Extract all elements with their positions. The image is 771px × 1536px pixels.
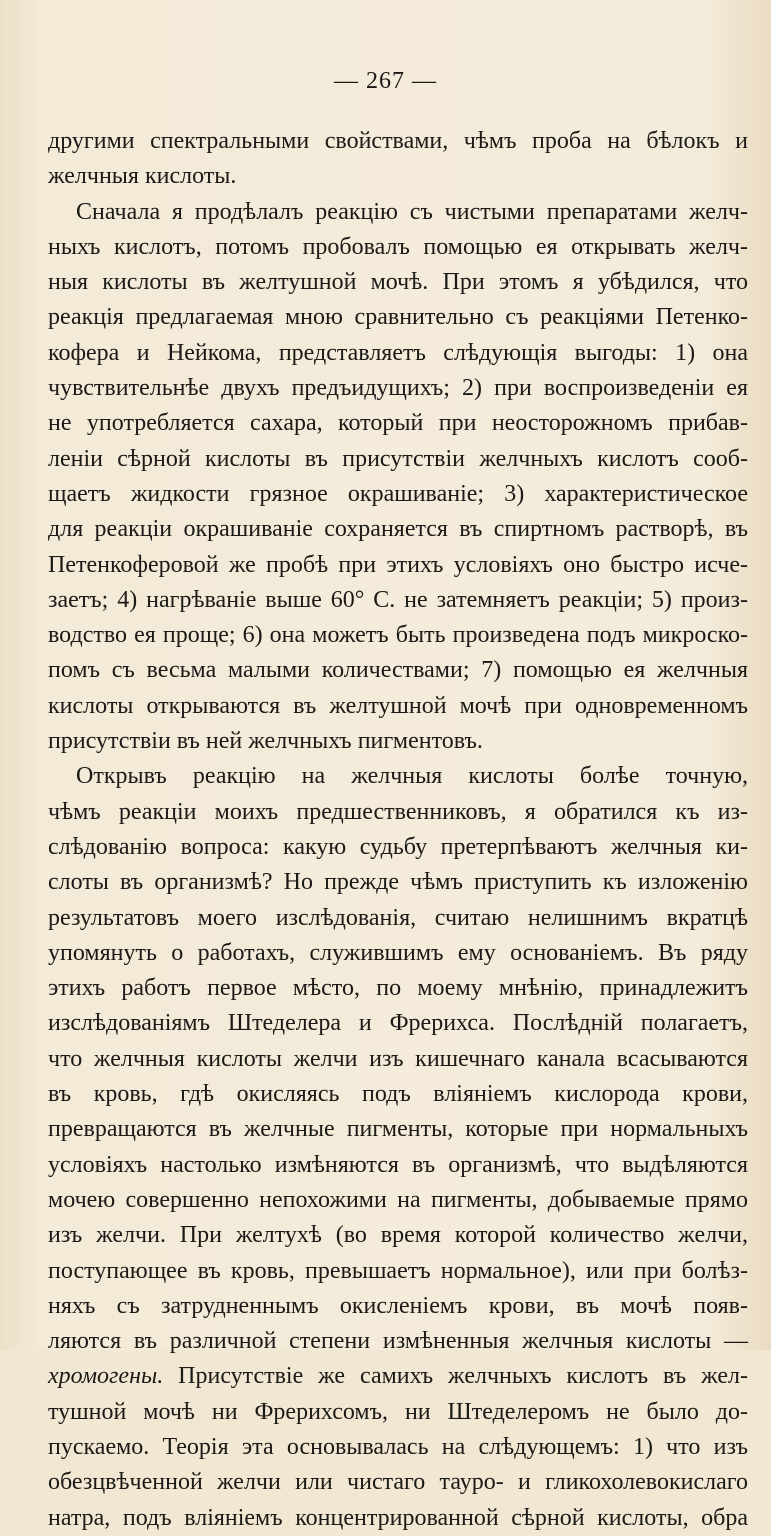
text-line: кофера и Нейкома, представляетъ слѣдующія выгоды: 1) она — [48, 339, 748, 366]
text-line: чувствительнѣе двухъ предъидущихъ; 2) при воспроизведеніи ея — [48, 375, 748, 402]
text-line: Петенкоферовой же пробѣ при этихъ условіяхъ оно быстро исче- — [48, 551, 748, 578]
text-line: что желчныя кислоты желчи изъ кишечнаго канала всасываются — [48, 1045, 748, 1072]
text-line: желчныя кислоты. — [48, 163, 237, 190]
page-number: — 267 — — [334, 68, 437, 94]
text-line: обезцвѣченной желчи или чистаго тауро- и гликохолевокислаго — [48, 1469, 748, 1496]
text-line: ныхъ кислотъ, потомъ пробовалъ помощью ея открывать желч- — [48, 233, 748, 260]
text-line: слоты въ организмѣ? Но прежде чѣмъ приступить къ изложенію — [48, 869, 748, 896]
text-line: поступающее въ кровь, превышаетъ нормальное), или при болѣз- — [48, 1257, 748, 1284]
text-line: тушной мочѣ ни Фрерихсомъ, ни Штеделеромъ не было до- — [48, 1398, 748, 1425]
text-line: упомянуть о работахъ, служившимъ ему основаніемъ. Въ ряду — [48, 939, 748, 966]
text-line: превращаются въ желчные пигменты, которые при нормальныхъ — [48, 1116, 748, 1143]
text-line: няхъ съ затрудненнымъ окисленіемъ крови, въ мочѣ появ- — [48, 1292, 748, 1319]
text-line: ляются въ различной степени измѣненныя желчныя кислоты — — [48, 1328, 748, 1355]
text-line: помъ съ весьма малыми количествами; 7) помощью ея желчныя — [48, 657, 748, 684]
text-line-with-italic — [48, 1359, 748, 1394]
text-line: реакція предлагаемая мною сравнительно съ реакціями Петенко- — [48, 304, 748, 331]
text-line: чѣмъ реакціи моихъ предшественниковъ, я обратился къ из- — [48, 798, 748, 825]
text-line: для реакціи окрашиваніе сохраняется въ спиртномъ растворѣ, въ — [48, 516, 748, 543]
text-line: леніи сѣрной кислоты въ присутствіи желчныхъ кислотъ сооб- — [48, 445, 748, 472]
text-line: этихъ работъ первое мѣсто, по моему мнѣнію, принадлежитъ — [48, 975, 748, 1002]
text-line: ныя кислоты въ желтушной мочѣ. При этомъ я убѣдился, что — [48, 269, 748, 296]
text-line: въ кровь, гдѣ окисляясь подъ вліяніемъ кислорода крови, — [48, 1081, 748, 1108]
text-line: щаетъ жидкости грязное окрашиваніе; 3) характеристическое — [48, 480, 748, 507]
text-line: Сначала я продѣлалъ реакцію съ чистыми препаратами желч- — [76, 198, 748, 225]
text-line: присутствіи въ ней желчныхъ пигментовъ. — [48, 728, 483, 755]
text-line: изслѣдованіямъ Штеделера и Фрерихса. Послѣдній полагаетъ, — [48, 1010, 748, 1037]
text-line: изъ желчи. При желтухѣ (во время которой количество желчи, — [48, 1222, 748, 1249]
text-line: слѣдованію вопроса: какую судьбу претерпѣваютъ желчныя ки- — [48, 833, 748, 860]
text-line: натра, подъ вліяніемъ концентрированной сѣрной кислоты, обра — [48, 1504, 748, 1531]
text-line: другими спектральными свойствами, чѣмъ проба на бѣлокъ и — [48, 128, 748, 154]
text-line: заетъ; 4) нагрѣваніе выше 60° С. не затемняетъ реакціи; 5) произ- — [48, 586, 748, 613]
text-line-rest: Присутствіе же самихъ желчныхъ кислотъ въ жел- — [178, 1363, 748, 1390]
text-line: мочею совершенно непохожими на пигменты, добываемые прямо — [48, 1186, 748, 1213]
text-line: результатовъ моего изслѣдованія, считаю нелишнимъ вкратцѣ — [48, 904, 748, 931]
text-line: кислоты открываются въ желтушной мочѣ при одновременномъ — [48, 692, 748, 719]
body-text — [48, 124, 748, 1536]
italic-term: хромогены. — [48, 1363, 164, 1390]
text-line: условіяхъ настолько измѣняются въ организмѣ, что выдѣляются — [48, 1151, 748, 1178]
text-line: не употребляется сахара, который при неосторожномъ прибав- — [48, 410, 748, 437]
text-line: пускаемо. Теорія эта основывалась на слѣдующемъ: 1) что изъ — [48, 1433, 748, 1460]
text-line: Открывъ реакцію на желчныя кислоты болѣе точную, — [76, 763, 748, 790]
text-line: водство ея проще; 6) она можетъ быть произведена подъ микроско- — [48, 622, 748, 649]
